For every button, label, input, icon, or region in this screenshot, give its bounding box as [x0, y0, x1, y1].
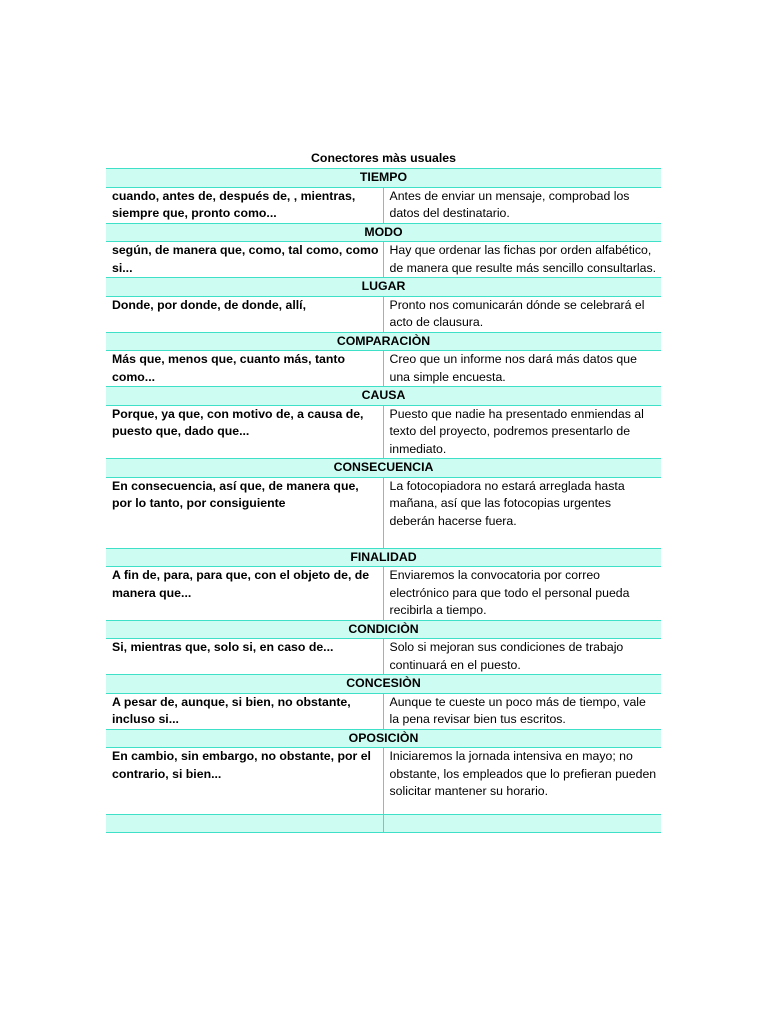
section-heading-row	[106, 278, 661, 297]
example-cell: Aunque te cueste un poco más de tiempo, vale la pena revisar bien tus escritos.	[383, 693, 661, 729]
title-row	[106, 150, 661, 169]
connectors-cell: Más que, menos que, cuanto más, tanto como...	[106, 351, 383, 387]
section-heading: FINALIDAD	[106, 548, 661, 567]
connectors-cell: A fin de, para, para que, con el objeto de, de manera que...	[106, 567, 383, 621]
section-heading-row	[106, 223, 661, 242]
section-heading: LUGAR	[106, 278, 661, 297]
section-heading-row	[106, 620, 661, 639]
section-content-row	[106, 477, 661, 548]
section-heading: OPOSICIÒN	[106, 729, 661, 748]
section-heading-row	[106, 459, 661, 478]
connectors-table	[106, 150, 661, 833]
example-cell: Pronto nos comunicarán dónde se celebrará el acto de clausura.	[383, 296, 661, 332]
section-heading: TIEMPO	[106, 169, 661, 188]
connectors-cell: En cambio, sin embargo, no obstante, por el contrario, si bien...	[106, 748, 383, 815]
section-content-row	[106, 639, 661, 675]
document-title: Conectores màs usuales	[106, 150, 661, 169]
empty-row	[106, 815, 661, 833]
section-heading: MODO	[106, 223, 661, 242]
section-heading-row	[106, 729, 661, 748]
section-content-row	[106, 748, 661, 815]
section-heading-row	[106, 169, 661, 188]
example-cell: Solo si mejoran sus condiciones de trabajo continuará en el puesto.	[383, 639, 661, 675]
example-cell: Puesto que nadie ha presentado enmiendas al texto del proyecto, podremos presentarlo de inmediato.	[383, 405, 661, 459]
section-heading: CONSECUENCIA	[106, 459, 661, 478]
connectors-cell: A pesar de, aunque, si bien, no obstante, incluso si...	[106, 693, 383, 729]
section-heading: CONCESIÒN	[106, 675, 661, 694]
section-heading-row	[106, 332, 661, 351]
connectors-cell: En consecuencia, así que, de manera que, por lo tanto, por consiguiente	[106, 477, 383, 548]
section-heading-row	[106, 675, 661, 694]
example-cell: Iniciaremos la jornada intensiva en mayo; no obstante, los empleados que lo prefieran pueden solicitar mantener su horario.	[383, 748, 661, 815]
connectors-cell: Donde, por donde, de donde, allí,	[106, 296, 383, 332]
section-content-row	[106, 296, 661, 332]
section-content-row	[106, 187, 661, 223]
example-cell: Enviaremos la convocatoria por correo electrónico para que todo el personal pueda recibirla a tiempo.	[383, 567, 661, 621]
section-heading: CONDICIÒN	[106, 620, 661, 639]
section-heading: CAUSA	[106, 387, 661, 406]
section-content-row	[106, 693, 661, 729]
connectors-cell: Si, mientras que, solo si, en caso de...	[106, 639, 383, 675]
connectors-table-body	[106, 150, 661, 833]
example-cell: Hay que ordenar las fichas por orden alfabético, de manera que resulte más sencillo consultarlas.	[383, 242, 661, 278]
empty-cell	[383, 815, 661, 833]
section-content-row	[106, 567, 661, 621]
section-content-row	[106, 351, 661, 387]
example-cell: Antes de enviar un mensaje, comprobad los datos del destinatario.	[383, 187, 661, 223]
empty-cell	[106, 815, 383, 833]
connectors-cell: según, de manera que, como, tal como, como si...	[106, 242, 383, 278]
section-heading-row	[106, 387, 661, 406]
section-content-row	[106, 242, 661, 278]
example-cell: Creo que un informe nos dará más datos que una simple encuesta.	[383, 351, 661, 387]
section-heading: COMPARACIÒN	[106, 332, 661, 351]
example-cell: La fotocopiadora no estará arreglada hasta mañana, así que las fotocopias urgentes deberán hacerse fuera.	[383, 477, 661, 548]
section-heading-row	[106, 548, 661, 567]
connectors-cell: Porque, ya que, con motivo de, a causa de, puesto que, dado que...	[106, 405, 383, 459]
section-content-row	[106, 405, 661, 459]
connectors-cell: cuando, antes de, después de, , mientras, siempre que, pronto como...	[106, 187, 383, 223]
